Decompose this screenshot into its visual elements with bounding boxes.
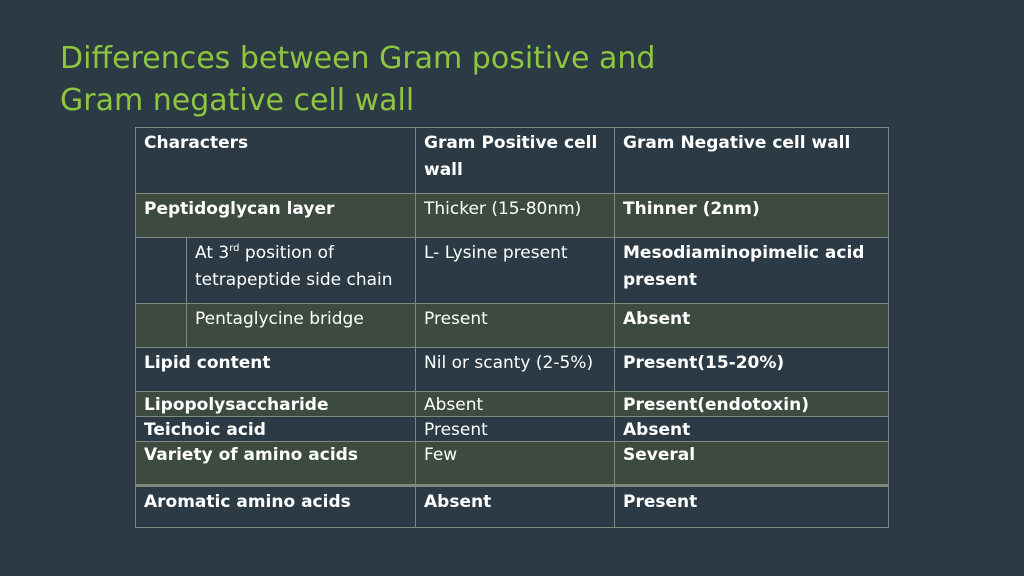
cell-character [187, 238, 416, 304]
slide-title-line-1: Differences between Gram positive and [60, 41, 656, 76]
indent-cell [136, 304, 187, 348]
cell-character: Pentaglycine bridge [187, 304, 416, 348]
table-row [136, 486, 889, 528]
character-text-post: position of tetrapeptide side chain [195, 243, 393, 290]
cell-negative: Absent [615, 417, 889, 442]
table-row [136, 442, 889, 486]
table-row [136, 238, 889, 304]
cell-negative: Several [615, 442, 889, 486]
header-gram-negative: Gram Negative cell wall [615, 128, 889, 194]
indent-cell [136, 238, 187, 304]
cell-negative: Thinner (2nm) [615, 194, 889, 238]
cell-positive: Absent [416, 392, 615, 417]
slide-title-line-2: Gram negative cell wall [60, 83, 415, 118]
cell-character: Variety of amino acids [136, 442, 416, 486]
cell-positive: Absent [416, 486, 615, 528]
cell-character: Teichoic acid [136, 417, 416, 442]
cell-negative: Mesodiaminopimelic acid present [615, 238, 889, 304]
cell-positive: Present [416, 417, 615, 442]
cell-positive: L- Lysine present [416, 238, 615, 304]
slide-title [60, 38, 760, 122]
comparison-table [135, 127, 889, 528]
cell-character: Peptidoglycan layer [136, 194, 416, 238]
header-gram-positive: Gram Positive cell wall [416, 128, 615, 194]
cell-negative: Present [615, 486, 889, 528]
cell-negative: Absent [615, 304, 889, 348]
cell-positive: Present [416, 304, 615, 348]
table-row [136, 392, 889, 417]
character-text-pre: At 3 [195, 243, 230, 263]
cell-positive: Thicker (15-80nm) [416, 194, 615, 238]
table-row [136, 194, 889, 238]
cell-positive: Nil or scanty (2-5%) [416, 348, 615, 392]
cell-negative: Present(15-20%) [615, 348, 889, 392]
table-row [136, 304, 889, 348]
cell-character: Aromatic amino acids [136, 486, 416, 528]
cell-character: Lipid content [136, 348, 416, 392]
cell-character: Lipopolysaccharide [136, 392, 416, 417]
cell-positive: Few [416, 442, 615, 486]
table-row [136, 417, 889, 442]
table-header-row [136, 128, 889, 194]
ordinal-suffix: rd [229, 243, 240, 254]
header-characters: Characters [136, 128, 416, 194]
table-row [136, 348, 889, 392]
cell-negative: Present(endotoxin) [615, 392, 889, 417]
